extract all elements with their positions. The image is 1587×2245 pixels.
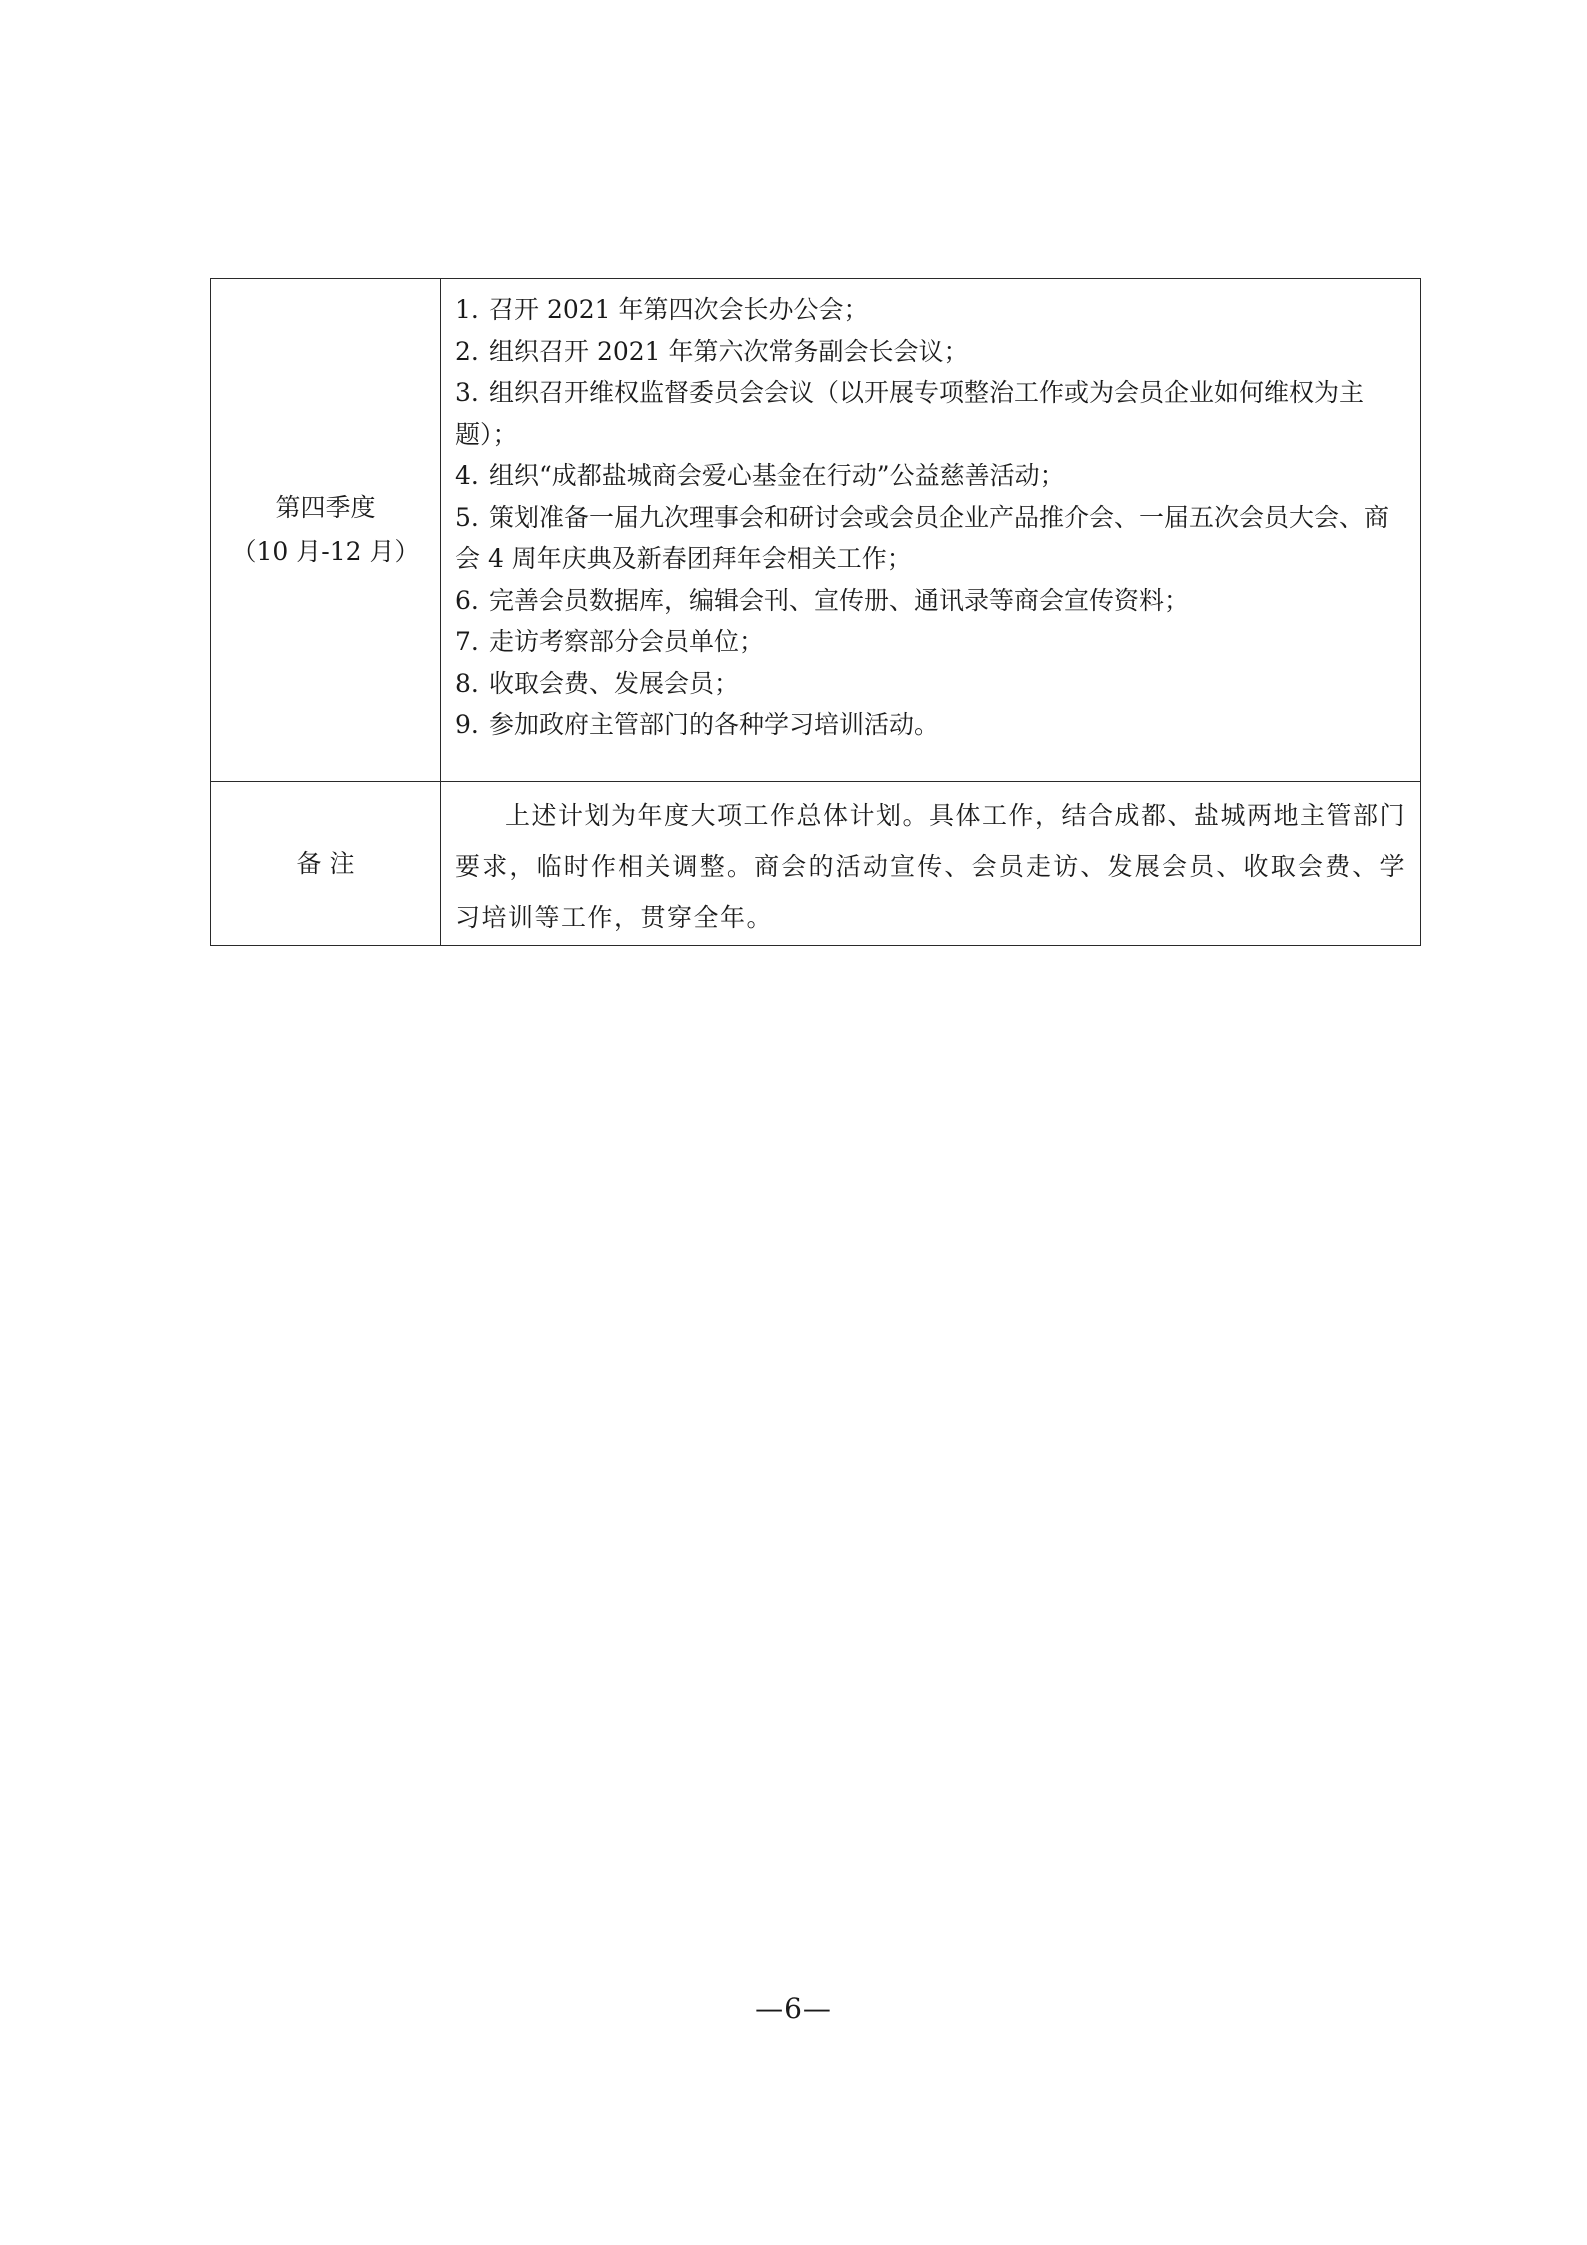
work-plan-table xyxy=(210,278,1421,946)
list-item xyxy=(455,621,1404,663)
note-row xyxy=(211,782,1421,946)
item-text: 组织召开维权监督委员会会议（以开展专项整治工作或为会员企业如何维权为主题）； xyxy=(455,378,1365,449)
item-number: 8. xyxy=(455,668,479,698)
item-text: 完善会员数据库，编辑会刊、宣传册、通讯录等商会宣传资料； xyxy=(489,585,1190,615)
item-number: 5. xyxy=(455,502,479,532)
item-number: 6. xyxy=(455,585,479,615)
item-text: 参加政府主管部门的各种学习培训活动。 xyxy=(489,710,940,739)
item-text: 策划准备一届九次理事会和研讨会或会员企业产品推介会、一届五次会员大会、商会 4 周年庆典及新春团拜年会相关工作； xyxy=(455,502,1390,573)
q4-row xyxy=(211,279,1421,782)
item-number: 1. xyxy=(455,295,479,324)
list-item xyxy=(455,331,1404,373)
item-text: 收取会费、发展会员； xyxy=(489,668,740,698)
list-item xyxy=(455,372,1404,455)
item-number: 2. xyxy=(455,336,479,366)
list-item xyxy=(455,289,1404,331)
item-text: 走访考察部分会员单位； xyxy=(489,627,765,656)
item-number: 9. xyxy=(455,710,479,739)
item-number: 3. xyxy=(455,378,479,407)
q4-date-range: （10 月-12 月） xyxy=(231,537,420,566)
item-text: 组织召开 2021 年第六次常务副会长会议； xyxy=(489,336,969,366)
item-number: 4. xyxy=(455,461,479,490)
list-item xyxy=(455,663,1404,705)
note-label-cell xyxy=(211,782,441,946)
list-item xyxy=(455,455,1404,497)
item-number: 7. xyxy=(455,627,479,656)
list-item xyxy=(455,497,1404,580)
q4-label: 第四季度 xyxy=(275,493,376,522)
q4-items-cell xyxy=(441,279,1421,782)
item-text: 组织“成都盐城商会爱心基金在行动”公益慈善活动； xyxy=(489,461,1065,490)
note-text: 上述计划为年度大项工作总体计划。具体工作，结合成都、盐城两地主管部门要求，临时作相关调整。商会的活动宣传、会员走访、发展会员、收取会费、学习培训等工作，贯穿全年。 xyxy=(441,782,1421,946)
list-item xyxy=(455,580,1404,622)
item-text: 召开 2021 年第四次会长办公会； xyxy=(489,295,869,324)
page-number: —6— xyxy=(755,1992,832,2025)
note-label: 备 注 xyxy=(296,848,355,878)
list-item xyxy=(455,704,1404,746)
q4-label-cell xyxy=(211,279,441,782)
